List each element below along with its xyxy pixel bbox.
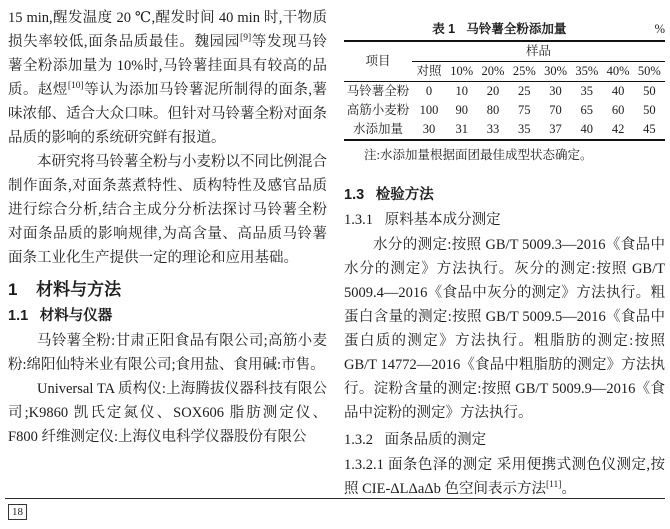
section-title: 材料与仪器: [39, 308, 113, 324]
table-column-header: 30%: [540, 62, 571, 82]
table-cell: 42: [611, 122, 625, 136]
citation-ref-10: [10]: [67, 81, 84, 92]
table-row: [344, 101, 665, 120]
section-number: 1.1: [8, 308, 29, 324]
table-column-header: 对照: [412, 62, 446, 82]
citation-ref-9: [9]: [240, 33, 252, 44]
table-note: 注:水添加量根据面团最佳成型状态确定。: [364, 148, 593, 162]
table-cell: 30: [422, 122, 436, 136]
table-cell: 50: [643, 103, 656, 117]
section-heading-1-3-2: [344, 429, 665, 451]
section-number: 1.3.1: [344, 212, 373, 228]
section-title: 材料与方法: [36, 280, 122, 299]
table-column-header: 35%: [571, 62, 602, 82]
right-column: [344, 6, 665, 501]
paragraph-text: 。: [561, 481, 576, 497]
section-number: 1: [8, 280, 18, 299]
section-title: 面条品质的测定: [384, 432, 487, 448]
table-unit: %: [654, 22, 665, 36]
table-label: 表 1: [432, 22, 456, 36]
table-cell: 0: [425, 84, 433, 98]
page-number: 18: [8, 504, 27, 520]
section-heading-1-1: [8, 306, 327, 326]
table-column-header: 20%: [477, 62, 508, 82]
section-number: 1.3.2: [344, 432, 373, 448]
table-title: 马铃薯全粉添加量: [466, 22, 567, 36]
table-cell: 40: [580, 122, 594, 136]
paragraph-research-purpose: 本研究将马铃薯全粉与小麦粉以不同比例混合制作面条,对面条蒸煮特性、质构特性及感官品质进行综合分析,结合主成分分析法探讨马铃薯全粉对面条品质的影响规律,为高含量、高品质马铃薯面条工业化生产提供一定的理论和应用基础。: [8, 154, 327, 266]
table-column-header: 10%: [446, 62, 477, 82]
table-row: [344, 82, 665, 102]
table-column-header: 40%: [602, 62, 633, 82]
paragraph-text: 等认为添加马铃薯泥所制得的面条,薯味浓郁、适合大众口味。但针对马铃薯全粉对面条品质的影响的系统研究鲜有报道。: [8, 82, 328, 146]
table-column-header: 25%: [509, 62, 540, 82]
table-cell: 25: [518, 84, 531, 98]
paragraph-continuation: [8, 6, 327, 150]
table-row-label: 水添加量: [352, 122, 403, 136]
table-cell: 35: [580, 84, 594, 98]
spacer: [344, 164, 665, 180]
table-cell: 35: [518, 122, 531, 136]
table-header-row-spanner: [344, 41, 665, 62]
table-cell: 31: [455, 122, 468, 136]
paragraph-methods: 水分的测定:按照 GB/T 5009.3—2016《食品中水分的测定》方法执行。灰分的测定:按照 GB/T 5009.4—2016《食品中灰分的测定》方法执行。粗蛋白含量的测定:按照 GB/T 5009.5—2016《食品中蛋白质的测定》方法执行。粗脂肪的测定:按照 GB/T 14772—2016《食品中粗脂肪的测定》方法执行。淀粉含量的测定:按照 GB/T 5009.9—2016《食品中淀粉的测定》方法执行。: [344, 237, 665, 421]
table-cell: 45: [643, 122, 656, 136]
paragraph-color-measurement: [344, 453, 665, 501]
table-cell: 50: [643, 84, 656, 98]
table-row-label: 马铃薯全粉: [346, 84, 410, 98]
table-cell: 10: [455, 84, 468, 98]
table-cell: 33: [486, 122, 500, 136]
table-caption-text: [344, 19, 655, 37]
paragraph-instruments: Universal TA 质构仪:上海腾拔仪器科技有限公司;K9860 凯氏定氮仪、SOX606 脂肪测定仪、F800 纤维测定仪:上海仪电科学仪器股份有限公: [8, 381, 327, 445]
table-cell: 37: [549, 122, 562, 136]
table-cell: 80: [486, 103, 500, 117]
section-heading-1-3-1: [344, 209, 665, 231]
table-cell: 65: [580, 103, 594, 117]
paragraph-materials: 马铃薯全粉:甘肃正阳食品有限公司;高筋小麦粉:绵阳仙特米业有限公司;食用盐、食用碱:市售。: [8, 333, 327, 373]
table-cell: 75: [518, 103, 531, 117]
table-row-label: 高筋小麦粉: [346, 103, 410, 117]
table-cell: 20: [486, 84, 500, 98]
table-cell: 90: [455, 103, 468, 117]
left-column: [8, 6, 327, 449]
table-caption: [344, 19, 665, 37]
paragraph-text: 15 min,醒发温度 20 ℃,醒发时间 40 min 时,干物质损失率较低,面条品质最佳。魏园园: [8, 10, 327, 50]
table-cell: 100: [419, 103, 439, 117]
table-header-item: 项目: [344, 41, 412, 82]
table-cell: 70: [549, 103, 562, 117]
section-title: 原料基本成分测定: [384, 212, 501, 228]
section-title: 检验方法: [375, 187, 434, 203]
section-number: 1.3: [344, 187, 365, 203]
table-cell: 60: [611, 103, 625, 117]
table-row: [344, 120, 665, 140]
table-header-sample-spanner: 样品: [412, 41, 665, 62]
table-cell: 40: [611, 84, 625, 98]
table-potato-flour-additions: [344, 40, 665, 141]
citation-ref-11: [11]: [545, 480, 562, 491]
table-column-header: 50%: [634, 62, 665, 82]
paragraph-text: 等发现马铃薯全粉添加量为 10%时,马铃薯挂面具有较高的品质。赵煜: [8, 34, 328, 98]
section-heading-1-3: [344, 185, 665, 205]
table-cell: 30: [549, 84, 562, 98]
section-heading-1: [8, 279, 327, 301]
footer-divider: [5, 498, 665, 499]
paragraph-text: 1.3.2.1 面条色泽的测定 采用便携式测色仪测定,按照 CIE-ΔLΔaΔb 色空间表示方法: [344, 457, 665, 497]
